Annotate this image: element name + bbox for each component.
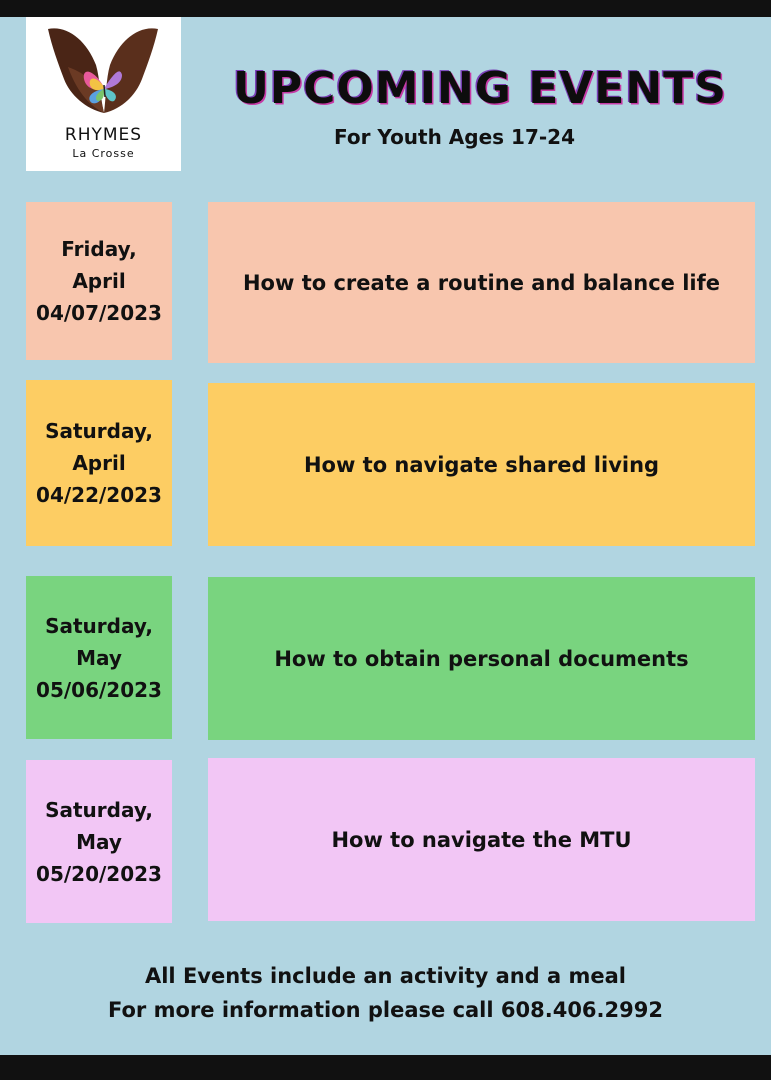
- event-date: 04/22/2023: [36, 483, 162, 507]
- event-date: 05/06/2023: [36, 677, 162, 702]
- event-month: April: [72, 451, 126, 475]
- event-month: May: [76, 829, 122, 854]
- event-title-4: How to navigate the MTU: [208, 758, 755, 921]
- event-date-1: [26, 202, 172, 360]
- org-city: La Crosse: [72, 147, 135, 160]
- org-name: RHYMES: [64, 125, 143, 145]
- page-title: UPCOMING EVENTS: [233, 63, 727, 114]
- event-day: Saturday,: [45, 419, 153, 443]
- event-month: May: [76, 645, 122, 670]
- event-title-3: How to obtain personal documents: [208, 577, 755, 740]
- logo: [26, 17, 181, 171]
- event-date-3: [26, 576, 172, 739]
- footer-contact-note: For more information please call 608.406.2992: [108, 998, 663, 1022]
- hands-butterfly-icon: [26, 17, 181, 127]
- event-date: 05/20/2023: [36, 861, 162, 886]
- event-date-2: [26, 380, 172, 546]
- event-flyer: [0, 17, 771, 1055]
- event-day: Saturday,: [45, 613, 153, 638]
- event-title-2: How to navigate shared living: [208, 383, 755, 546]
- event-date-4: [26, 760, 172, 923]
- event-day: Saturday,: [45, 797, 153, 822]
- event-title-1: How to create a routine and balance life: [208, 202, 755, 363]
- footer-activity-note: All Events include an activity and a meal: [144, 964, 627, 988]
- event-month: April: [72, 269, 126, 293]
- event-date: 04/07/2023: [36, 301, 162, 325]
- page-subtitle: For Youth Ages 17-24: [334, 125, 575, 149]
- event-day: Friday,: [61, 237, 137, 261]
